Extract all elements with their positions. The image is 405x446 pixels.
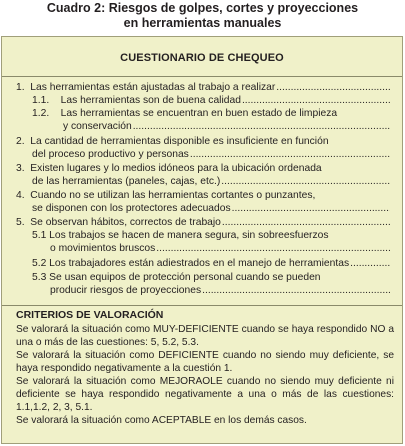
criteria-paragraph-1: Se valorará la situación como MUY-DEFICIENTE cuando se haya respondido NO a una o más de las cuestiones: 5, 5.2, 5.3. — [16, 324, 394, 348]
leader-dots — [221, 176, 390, 188]
checklist-item-text: 1. Las herramientas están ajustadas al trabajo a realizar — [16, 82, 276, 93]
criteria-paragraph-4: Se valorará la situación como ACEPTABLE en los demás casos. — [16, 415, 307, 426]
checklist-item-text: 5.1 Los trabajos se hacen de manera segura, sin sobreesfuerzos — [32, 230, 329, 241]
checklist-item-1-1 — [32, 95, 390, 107]
divider-top — [2, 76, 402, 77]
leader-dots — [156, 243, 390, 255]
leader-dots — [190, 149, 390, 161]
checklist-item-5-3 — [32, 272, 390, 284]
leader-dots — [133, 121, 390, 133]
checklist-item-text: 5.2 Los trabajadores están adiestrados en el manejo de herramientas — [32, 258, 350, 269]
checklist-item-3-cont — [32, 176, 390, 188]
checklist-item-text: 1.1. Las herramientas son de buena calidad — [32, 95, 241, 106]
checklist-item-5 — [16, 217, 390, 229]
title-line-2: en herramientas manuales — [123, 16, 282, 30]
checklist-item-1 — [16, 82, 390, 94]
checklist-item-3 — [16, 163, 390, 175]
checklist-item-1-2 — [32, 108, 390, 120]
checklist-item-text: 2. La cantidad de herramientas disponible es insuficiente en función — [16, 136, 329, 147]
divider-criteria — [2, 305, 402, 306]
checklist-item-text: 4. Cuando no se utilizan las herramientas cortantes o punzantes, — [16, 190, 316, 201]
leader-dots — [232, 203, 390, 215]
checklist-item-5-3-cont — [50, 285, 390, 297]
checklist-item-text: del proceso productivo y personas — [32, 149, 189, 160]
checklist-item-1-2-cont — [63, 121, 390, 133]
checklist-item-5-2 — [32, 258, 390, 270]
leader-dots — [202, 285, 390, 297]
checklist-item-text: de las herramientas (paneles, cajas, etc.) — [32, 176, 221, 187]
checklist-item-4-cont — [32, 203, 390, 215]
leader-dots — [222, 217, 390, 229]
title-line-1: Cuadro 2: Riesgos de golpes, cortes y proyecciones — [46, 1, 359, 15]
checklist-item-4 — [16, 190, 390, 202]
checklist-item-text: o movimientos bruscos — [50, 243, 156, 254]
checklist-item-text: producir riesgos de proyecciones — [50, 285, 202, 296]
criteria-paragraph-2: Se valorará la situación como DEFICIENTE cuando no siendo muy deficiente, se haya respondido negativamente a la cuestión 1. — [16, 350, 394, 374]
checklist-item-text: 5. Se observan hábitos, correctos de trabajo — [16, 217, 221, 228]
figure-title — [0, 1, 405, 31]
leader-dots — [242, 95, 390, 107]
checklist-item-text: y conservación — [63, 121, 132, 132]
checklist-box — [1, 36, 403, 444]
checklist-item-2 — [16, 136, 390, 148]
checklist-title: CUESTIONARIO DE CHEQUEO — [120, 52, 284, 64]
criteria-paragraph-3: Se valorará la situación como MEJORAOLE cuando no siendo muy deficiente ni deficiente se haya respondido negativamente a una o más de las cuestiones: 1.1,1.2, 2, 3, 5.1. — [16, 376, 394, 413]
leader-dots — [276, 82, 390, 94]
checklist-item-text: 3. Existen lugares y lo medios idóneos para la ubicación ordenada — [16, 163, 322, 174]
leader-dots — [350, 258, 390, 270]
checklist-item-2-cont — [32, 149, 390, 161]
checklist-item-text: se disponen con los protectores adecuados — [32, 203, 231, 214]
checklist-item-text: 5.3 Se usan equipos de protección personal cuando se pueden — [32, 272, 321, 283]
checklist-item-text: 1.2. Las herramientas se encuentran en buen estado de limpieza — [32, 108, 338, 119]
checklist-item-5-1-cont — [50, 243, 390, 255]
criteria-heading: CRITERIOS DE VALORACIÓN — [16, 309, 164, 321]
checklist-item-5-1 — [32, 230, 390, 242]
